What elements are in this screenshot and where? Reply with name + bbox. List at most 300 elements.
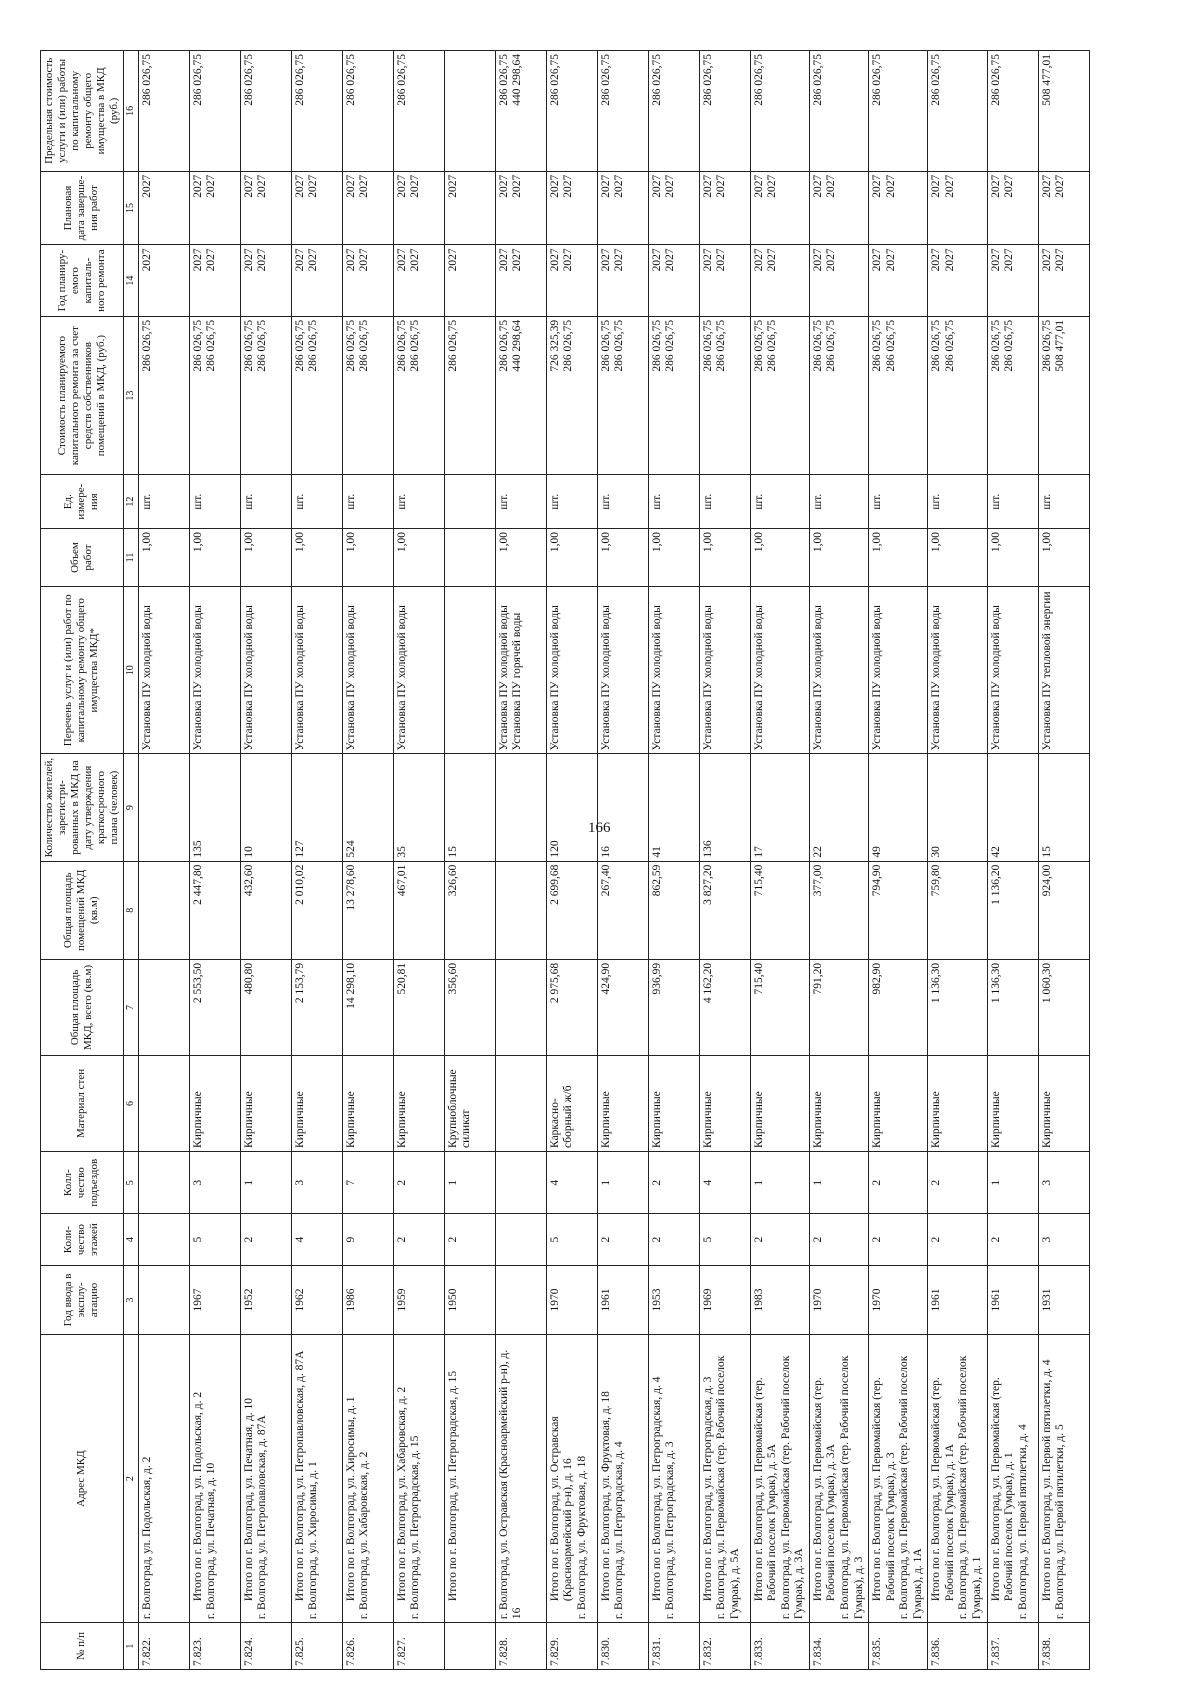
plan-year-cell (189, 245, 240, 316)
entrances-count-cell: 2 (393, 1151, 444, 1214)
end-date-cell (189, 171, 240, 245)
measure-unit-cell: шт. (928, 475, 987, 529)
end-date: 2027 (409, 174, 422, 198)
table-row (495, 51, 546, 1670)
end-date: 2027 (344, 174, 357, 198)
column-number: 3 (123, 1265, 138, 1334)
address-cell (809, 1335, 868, 1623)
end-date: 2027 (242, 174, 255, 198)
work-volume-cell: 1,00 (699, 528, 750, 586)
plan-year-cell (1038, 245, 1089, 316)
address-cell (495, 1335, 546, 1623)
subtotal-label: Итого по г. Волгоград, ул. Печатная, д. 10 (242, 1397, 255, 1602)
plan-year: 2027 (446, 248, 459, 272)
total-area-cell: 356,60 (444, 959, 495, 1055)
plan-year-cell (495, 245, 546, 316)
repair-cost-cell (240, 316, 291, 475)
works-list: Установка ПУ тепловой энергии (1040, 591, 1053, 751)
repair-cost: 286 026,75 (811, 319, 824, 372)
repair-cost: 286 026,75 (825, 319, 838, 372)
end-date-cell (987, 171, 1038, 245)
plan-year: 2027 (562, 248, 575, 272)
total-area-cell: 1 060,30 (1038, 959, 1089, 1055)
wall-material-cell: Кирпичные (342, 1055, 393, 1151)
works-list-cell (928, 587, 987, 754)
repair-cost: 286 026,75 (884, 319, 897, 372)
plan-year: 2027 (752, 248, 765, 272)
column-header: Материал стен (41, 1055, 124, 1151)
limit-cost: 286 026,75 (140, 54, 153, 106)
works-list: Установка ПУ холодной воды (599, 605, 612, 751)
repair-cost: 286 026,75 (599, 319, 612, 372)
floors-count-cell: 2 (869, 1214, 928, 1265)
work-volume-cell (444, 528, 495, 586)
plan-year-cell (597, 245, 648, 316)
floors-count-cell: 5 (189, 1214, 240, 1265)
rooms-area-cell: 2 447,80 (189, 861, 240, 959)
works-list-cell (699, 587, 750, 754)
work-volume-cell: 1,00 (342, 528, 393, 586)
works-list-cell (138, 587, 189, 754)
column-header: Год планиру-емого капиталь-ного ремонта (41, 245, 124, 316)
floors-count-cell: 2 (987, 1214, 1038, 1265)
column-number: 7 (123, 959, 138, 1055)
works-list-cell (809, 587, 868, 754)
measure-unit-cell: шт. (546, 475, 597, 529)
end-date-cell (869, 171, 928, 245)
commission-year-cell: 1969 (699, 1265, 750, 1334)
works-list: Установка ПУ холодной воды (701, 605, 714, 751)
work-volume-cell: 1,00 (189, 528, 240, 586)
address-text: г. Волгоград, ул. Петроградская, д. 15 (409, 1435, 422, 1620)
repair-cost: 286 026,75 (613, 319, 626, 372)
commission-year-cell: 1953 (648, 1265, 699, 1334)
works-list-cell (648, 587, 699, 754)
measure-unit-cell: шт. (648, 475, 699, 529)
end-date: 2027 (766, 174, 779, 198)
total-area-cell: 520,81 (393, 959, 444, 1055)
row-number-cell: 7.822. (138, 1623, 189, 1670)
repair-cost-cell (189, 316, 240, 475)
measure-unit-cell: шт. (597, 475, 648, 529)
address-text: г. Волгоград, ул. Печатная, д. 10 (205, 1462, 218, 1620)
repair-cost-cell (928, 316, 987, 475)
column-header: Предельная стоимость услуги и (или) работы по капитальному ремонту общего имущества в МКД (руб.) (41, 51, 124, 172)
work-volume-cell: 1,00 (546, 528, 597, 586)
limit-cost-cell (699, 51, 750, 172)
table-body (138, 51, 1089, 1670)
plan-year-cell (699, 245, 750, 316)
limit-cost: 286 026,75 (293, 54, 306, 106)
plan-year: 2027 (613, 248, 626, 272)
limit-cost-cell (928, 51, 987, 172)
plan-year-cell (342, 245, 393, 316)
end-date-cell (597, 171, 648, 245)
work-volume-cell: 1,00 (138, 528, 189, 586)
total-area-cell (495, 959, 546, 1055)
address-text: г. Волгоград, ул. Хиросимы, д. 1 (307, 1461, 320, 1620)
floors-count-cell: 2 (750, 1214, 809, 1265)
row-number-cell: 7.825. (291, 1623, 342, 1670)
end-date: 2027 (191, 174, 204, 198)
plan-year-cell (869, 245, 928, 316)
column-header: № п/п (41, 1623, 124, 1670)
repair-cost: 286 026,75 (497, 319, 510, 372)
repair-cost-cell (342, 316, 393, 475)
limit-cost: 286 026,75 (344, 54, 357, 106)
rooms-area-cell: 794,90 (869, 861, 928, 959)
works-list: Установка ПУ холодной воды (293, 605, 306, 751)
work-volume-cell: 1,00 (928, 528, 987, 586)
repair-cost: 286 026,75 (752, 319, 765, 372)
measure-unit-cell: шт. (750, 475, 809, 529)
end-date-cell (240, 171, 291, 245)
wall-material-cell: Крупноблочные силикат (444, 1055, 495, 1151)
table-row (869, 51, 928, 1670)
address-text: г. Волгоград, ул. Первой пятилетки, д. 5 (1054, 1424, 1067, 1620)
limit-cost-cell (444, 51, 495, 172)
row-number-cell: 7.831. (648, 1623, 699, 1670)
commission-year-cell: 1961 (987, 1265, 1038, 1334)
repair-cost: 286 026,75 (650, 319, 663, 372)
works-list-cell (342, 587, 393, 754)
plan-year: 2027 (256, 248, 269, 272)
row-number-cell: 7.827. (393, 1623, 444, 1670)
rooms-area-cell (138, 861, 189, 959)
limit-cost-cell (291, 51, 342, 172)
subtotal-label: Итого по г. Волгоград, ул. Первомайская (тер. Рабочий поселок Гумрак), д. 5А (752, 1377, 779, 1602)
row-number-cell: 7.829. (546, 1623, 597, 1670)
rooms-area-cell (495, 861, 546, 959)
end-date-cell (342, 171, 393, 245)
table-row (809, 51, 868, 1670)
rooms-area-cell: 3 827,20 (699, 861, 750, 959)
commission-year-cell: 1983 (750, 1265, 809, 1334)
row-number-cell: 7.837. (987, 1623, 1038, 1670)
address-text: г. Волгоград, ул. Петроградская, д. 4 (613, 1441, 626, 1620)
limit-cost: 286 026,75 (989, 54, 1002, 106)
table-row (444, 51, 495, 1670)
limit-cost-cell (869, 51, 928, 172)
column-number: 6 (123, 1055, 138, 1151)
limit-cost: 286 026,75 (599, 54, 612, 106)
plan-year-cell (928, 245, 987, 316)
column-header: Адрес МКД (41, 1335, 124, 1623)
repair-cost: 286 026,75 (989, 319, 1002, 372)
works-list-cell (546, 587, 597, 754)
repair-cost: 286 026,75 (1003, 319, 1016, 372)
limit-cost: 286 026,75 (811, 54, 824, 106)
limit-cost-cell (597, 51, 648, 172)
column-header: Объем работ (41, 528, 124, 586)
repair-cost: 286 026,75 (766, 319, 779, 372)
works-list: Установка ПУ холодной воды (395, 605, 408, 751)
row-number-cell: 7.824. (240, 1623, 291, 1670)
works-list: Установка ПУ холодной воды (650, 605, 663, 751)
measure-unit-cell: шт. (809, 475, 868, 529)
table-row (240, 51, 291, 1670)
rooms-area-cell: 715,40 (750, 861, 809, 959)
end-date-cell (393, 171, 444, 245)
address-text: г. Волгоград, ул. Фруктовая, д. 18 (575, 1455, 588, 1620)
row-number-cell: 7.833. (750, 1623, 809, 1670)
repair-cost-cell (648, 316, 699, 475)
end-date: 2027 (1040, 174, 1053, 198)
repair-cost: 286 026,75 (242, 319, 255, 372)
end-date: 2027 (989, 174, 1002, 198)
column-number: 16 (123, 51, 138, 172)
end-date: 2027 (752, 174, 765, 198)
table-row (546, 51, 597, 1670)
repair-cost: 286 026,75 (409, 319, 422, 372)
plan-year-cell (138, 245, 189, 316)
subtotal-label: Итого по г. Волгоград, ул. Хабаровская, д. 2 (395, 1386, 408, 1602)
end-date-cell (444, 171, 495, 245)
measure-unit-cell: шт. (342, 475, 393, 529)
column-number: 13 (123, 316, 138, 475)
floors-count-cell: 2 (597, 1214, 648, 1265)
repair-cost: 286 026,75 (293, 319, 306, 372)
column-number: 4 (123, 1214, 138, 1265)
repair-cost-cell (597, 316, 648, 475)
plan-year-cell (444, 245, 495, 316)
limit-cost-cell (546, 51, 597, 172)
repair-cost: 286 026,75 (664, 319, 677, 372)
entrances-count-cell: 3 (291, 1151, 342, 1214)
column-header: Количество жителей, зарегистри-рованных в МКД на дату утверждения краткосрочного плана (человек) (41, 754, 124, 861)
work-volume-cell: 1,00 (495, 528, 546, 586)
end-date: 2027 (825, 174, 838, 198)
plan-year: 2027 (205, 248, 218, 272)
column-header: Коли-чество этажей (41, 1214, 124, 1265)
floors-count-cell: 5 (699, 1214, 750, 1265)
repair-cost: 286 026,75 (446, 319, 459, 372)
commission-year-cell: 1961 (597, 1265, 648, 1334)
end-date: 2027 (562, 174, 575, 198)
end-date-cell (928, 171, 987, 245)
address-text: г. Волгоград, ул. Подольская, д. 2 (140, 1456, 153, 1620)
measure-unit-cell: шт. (1038, 475, 1089, 529)
entrances-count-cell: 1 (444, 1151, 495, 1214)
end-date-cell (495, 171, 546, 245)
address-cell (138, 1335, 189, 1623)
subtotal-label: Итого по г. Волгоград, ул. Хиросимы, д. 1 (344, 1396, 357, 1602)
entrances-count-cell: 2 (928, 1151, 987, 1214)
repair-cost-cell (444, 316, 495, 475)
plan-year: 2027 (715, 248, 728, 272)
wall-material-cell: Кирпичные (750, 1055, 809, 1151)
total-area-cell: 791,20 (809, 959, 868, 1055)
table-row (928, 51, 987, 1670)
column-header: Год ввода в эксплу-атацию (41, 1265, 124, 1334)
entrances-count-cell: 2 (648, 1151, 699, 1214)
works-list: Установка ПУ холодной воды (344, 605, 357, 751)
measure-unit-cell: шт. (869, 475, 928, 529)
address-text: г. Волгоград, ул. Первомайская (тер. Рабочий поселок Гумрак), д. 3 (838, 1355, 865, 1620)
commission-year-cell: 1970 (809, 1265, 868, 1334)
column-number: 1 (123, 1623, 138, 1670)
residents-count-cell: 10 (240, 754, 291, 861)
plan-year: 2027 (930, 248, 943, 272)
works-list: Установка ПУ холодной воды (752, 605, 765, 751)
subtotal-label: Итого по г. Волгоград, ул. Остравская (Красноармейский р-н), д. 16 (548, 1416, 575, 1602)
floors-count-cell (495, 1214, 546, 1265)
total-area-cell: 424,90 (597, 959, 648, 1055)
plan-year-cell (393, 245, 444, 316)
limit-cost: 286 026,75 (242, 54, 255, 106)
work-volume-cell: 1,00 (393, 528, 444, 586)
limit-cost-cell (495, 51, 546, 172)
repair-cost: 286 026,75 (562, 319, 575, 372)
works-list-cell (291, 587, 342, 754)
address-text: г. Волгоград, ул. Первомайская (тер. Рабочий поселок Гумрак), д. 1 (957, 1355, 984, 1620)
address-cell (240, 1335, 291, 1623)
works-list-cell (393, 587, 444, 754)
limit-cost: 286 026,75 (701, 54, 714, 106)
limit-cost-cell (342, 51, 393, 172)
end-date: 2027 (395, 174, 408, 198)
plan-year: 2027 (140, 248, 153, 272)
column-number: 12 (123, 475, 138, 529)
works-list: Установка ПУ холодной воды (930, 605, 943, 751)
floors-count-cell: 2 (648, 1214, 699, 1265)
measure-unit-cell: шт. (138, 475, 189, 529)
commission-year-cell: 1931 (1038, 1265, 1089, 1334)
commission-year-cell: 1950 (444, 1265, 495, 1334)
plan-year-cell (648, 245, 699, 316)
table-row (597, 51, 648, 1670)
plan-year: 2027 (511, 248, 524, 272)
residents-count-cell: 135 (189, 754, 240, 861)
works-list-cell (1038, 587, 1089, 754)
measure-unit-cell: шт. (240, 475, 291, 529)
column-header: Стоимость планируемого капитального ремонта за счет средств собственников помещений в МКД, (руб.) (41, 316, 124, 475)
entrances-count-cell: 3 (1038, 1151, 1089, 1214)
wall-material-cell: Кирпичные (928, 1055, 987, 1151)
works-list: Установка ПУ горячей воды (511, 612, 524, 751)
limit-cost: 508 477,01 (1040, 54, 1053, 106)
repair-cost-cell (546, 316, 597, 475)
end-date: 2027 (205, 174, 218, 198)
column-header: Колл-чество подъездов (41, 1151, 124, 1214)
floors-count-cell: 2 (928, 1214, 987, 1265)
work-volume-cell: 1,00 (648, 528, 699, 586)
end-date-cell (809, 171, 868, 245)
commission-year-cell: 1970 (546, 1265, 597, 1334)
floors-count-cell: 2 (809, 1214, 868, 1265)
plan-year: 2027 (1040, 248, 1053, 272)
plan-year: 2027 (548, 248, 561, 272)
end-date-cell (546, 171, 597, 245)
address-cell (869, 1335, 928, 1623)
works-list: Установка ПУ холодной воды (548, 605, 561, 751)
rooms-area-cell: 2 699,68 (546, 861, 597, 959)
wall-material-cell: Кирпичные (597, 1055, 648, 1151)
commission-year-cell: 1967 (189, 1265, 240, 1334)
row-number-cell: 7.826. (342, 1623, 393, 1670)
end-date: 2027 (1054, 174, 1067, 198)
rooms-area-cell: 862,59 (648, 861, 699, 959)
limit-cost-cell (138, 51, 189, 172)
plan-year-cell (987, 245, 1038, 316)
end-date: 2027 (715, 174, 728, 198)
table-row (393, 51, 444, 1670)
plan-year: 2027 (884, 248, 897, 272)
subtotal-label: Итого по г. Волгоград, ул. Петроградская, д. 15 (446, 1370, 459, 1602)
entrances-count-cell: 7 (342, 1151, 393, 1214)
total-area-cell: 2 153,79 (291, 959, 342, 1055)
column-header: Плановая дата заверше-ния работ (41, 171, 124, 245)
plan-year: 2027 (766, 248, 779, 272)
subtotal-label: Итого по г. Волгоград, ул. Первомайская (тер. Рабочий поселок Гумрак), д. 1А (930, 1377, 956, 1602)
residents-count-cell: 42 (987, 754, 1038, 861)
commission-year-cell: 1959 (393, 1265, 444, 1334)
limit-cost-cell (648, 51, 699, 172)
address-cell (1038, 1335, 1089, 1623)
entrances-count-cell: 1 (597, 1151, 648, 1214)
plan-year: 2027 (242, 248, 255, 272)
column-header: Ед. измере-ния (41, 475, 124, 529)
entrances-count-cell (138, 1151, 189, 1214)
repair-cost: 286 026,75 (307, 319, 320, 372)
address-cell (750, 1335, 809, 1623)
subtotal-label: Итого по г. Волгоград, ул. Первомайская (тер. Рабочий поселок Гумрак), д. 1 (989, 1377, 1016, 1602)
end-date-cell (648, 171, 699, 245)
commission-year-cell: 1962 (291, 1265, 342, 1334)
residents-count-cell: 15 (444, 754, 495, 861)
residents-count-cell: 41 (648, 754, 699, 861)
entrances-count-cell: 4 (546, 1151, 597, 1214)
plan-year: 2027 (358, 248, 371, 272)
plan-year: 2027 (599, 248, 612, 272)
residents-count-cell (495, 754, 546, 861)
repair-cost-cell (699, 316, 750, 475)
address-text: г. Волгоград, ул. Петроградская, д. 3 (664, 1441, 677, 1620)
address-text: г. Волгоград, ул. Хабаровская, д. 2 (358, 1451, 371, 1620)
end-date-cell (1038, 171, 1089, 245)
limit-cost: 286 026,75 (650, 54, 663, 106)
rooms-area-cell: 267,40 (597, 861, 648, 959)
residents-count-cell: 15 (1038, 754, 1089, 861)
table-row (138, 51, 189, 1670)
works-list: Установка ПУ холодной воды (242, 605, 255, 751)
column-number-row (123, 51, 138, 1670)
total-area-cell: 14 298,10 (342, 959, 393, 1055)
row-number-cell: 7.830. (597, 1623, 648, 1670)
end-date: 2027 (664, 174, 677, 198)
work-volume-cell: 1,00 (987, 528, 1038, 586)
table-row (648, 51, 699, 1670)
row-number-cell: 7.828. (495, 1623, 546, 1670)
address-cell (546, 1335, 597, 1623)
residents-count-cell: 22 (809, 754, 868, 861)
works-list: Установка ПУ холодной воды (989, 605, 1002, 751)
rooms-area-cell: 759,80 (928, 861, 987, 959)
total-area-cell: 1 136,30 (987, 959, 1038, 1055)
wall-material-cell: Кирпичные (699, 1055, 750, 1151)
commission-year-cell: 1961 (928, 1265, 987, 1334)
residents-count-cell: 16 (597, 754, 648, 861)
end-date: 2027 (930, 174, 943, 198)
column-header: Перечень услуг и (или) работ по капитальному ремонту общего имущества МКД* (41, 587, 124, 754)
plan-year: 2027 (293, 248, 306, 272)
commission-year-cell: 1970 (869, 1265, 928, 1334)
end-date: 2027 (256, 174, 269, 198)
column-number: 15 (123, 171, 138, 245)
work-volume-cell: 1,00 (240, 528, 291, 586)
works-list-cell (597, 587, 648, 754)
repair-cost: 286 026,75 (871, 319, 884, 372)
